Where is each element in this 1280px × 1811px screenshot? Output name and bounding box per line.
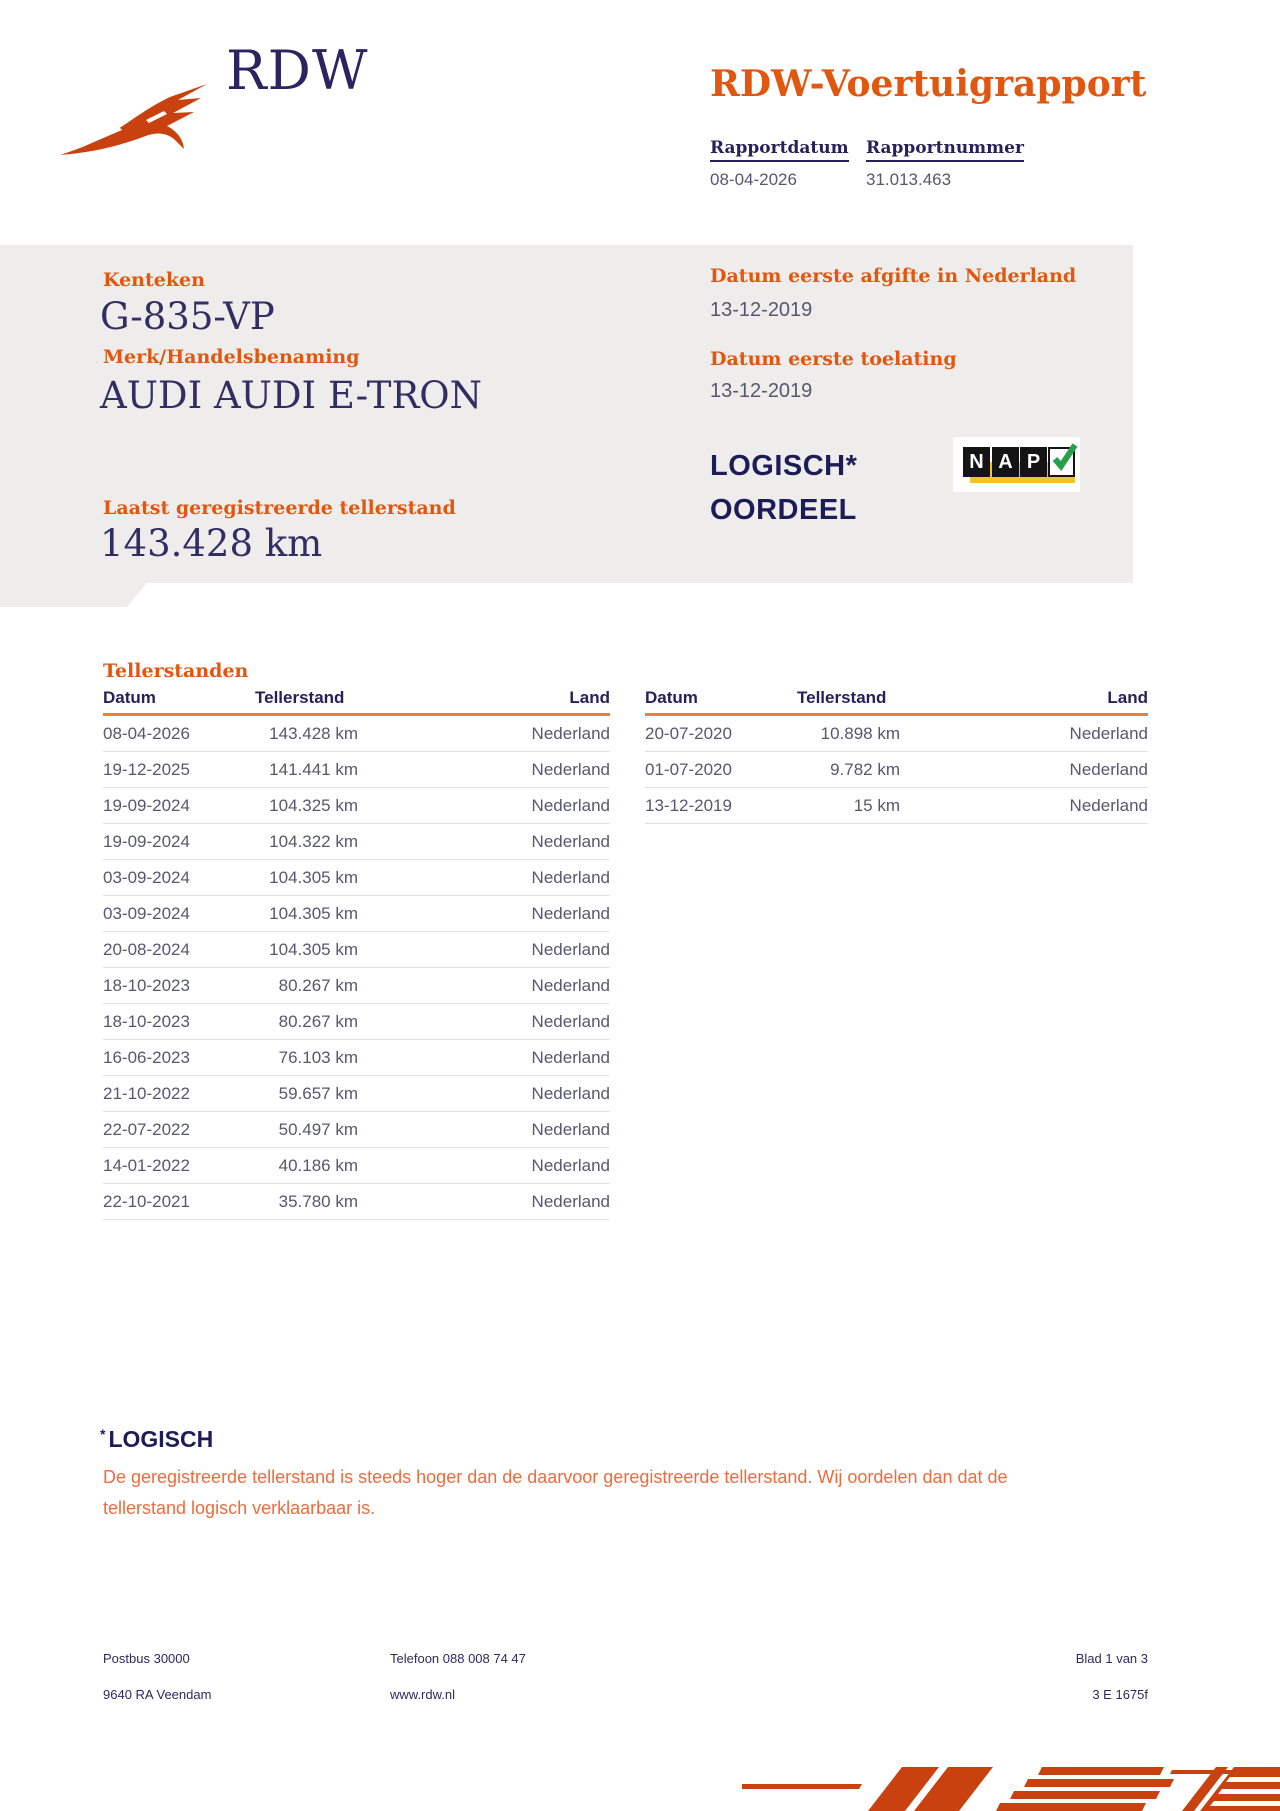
cell-value: 10.898 km: [820, 723, 900, 743]
footer-phone: Telefoon 088 008 74 47: [390, 1651, 526, 1666]
logisch-heading: [100, 1426, 213, 1453]
merk-label: Merk/Handelsbenaming: [103, 346, 360, 368]
table-row: [103, 788, 610, 824]
table-row: [103, 1004, 610, 1040]
table-row: [103, 1148, 610, 1184]
nap-logo: [953, 437, 1080, 492]
cell-value: 76.103 km: [255, 1040, 358, 1076]
oordeel-verdict: [710, 444, 857, 532]
cell-date: 16-06-2023: [103, 1040, 255, 1076]
header-tellerstand: Tellerstand: [255, 688, 358, 715]
cell-date: 08-04-2026: [103, 723, 190, 743]
tellerstanden-section-title: Tellerstanden: [103, 660, 249, 682]
table-row: [103, 1040, 610, 1076]
cell-date: 18-10-2023: [103, 968, 255, 1004]
odometer-table-right: [645, 688, 1148, 824]
report-date-value: 08-04-2026: [710, 170, 797, 189]
logisch-heading-text: LOGISCH: [108, 1426, 214, 1452]
cell-land: Nederland: [900, 752, 1148, 788]
table-row: [103, 968, 610, 1004]
cell-value: 40.186 km: [255, 1148, 358, 1184]
cell-land: Nederland: [358, 1184, 610, 1220]
cell-date: 21-10-2022: [103, 1076, 255, 1112]
kenteken-value: G-835-VP: [100, 295, 275, 338]
toelating-value: 13-12-2019: [710, 380, 813, 402]
cell-date: 20-08-2024: [103, 932, 255, 968]
cell-land: Nederland: [358, 860, 610, 896]
table-row: [103, 1076, 610, 1112]
footer-page-number: Blad 1 van 3: [1075, 1651, 1148, 1666]
cell-land: Nederland: [1069, 723, 1148, 743]
report-number-label: Rapportnummer: [866, 138, 1024, 162]
cell-date: 03-09-2024: [103, 860, 255, 896]
tellerstand-value: 143.428 km: [100, 522, 323, 565]
header-land: Land: [358, 688, 610, 715]
header-land: Land: [900, 688, 1148, 715]
speed-stripes-graphic: [742, 1764, 1280, 1811]
cell-date: 03-09-2024: [103, 896, 255, 932]
table-row: [103, 860, 610, 896]
afgifte-value: 13-12-2019: [710, 299, 813, 321]
cell-date: 19-12-2025: [103, 752, 255, 788]
table-row: [103, 824, 610, 860]
footer-address-line1: Postbus 30000: [103, 1651, 190, 1666]
cell-land: Nederland: [358, 1112, 610, 1148]
tellerstand-label: Laatst geregistreerde tellerstand: [103, 497, 456, 519]
cell-land: Nederland: [900, 788, 1148, 824]
header-tellerstand: Tellerstand: [797, 688, 900, 715]
cell-value: 15 km: [797, 788, 900, 824]
cell-date: 22-07-2022: [103, 1112, 255, 1148]
rdw-feather-icon: [58, 76, 208, 158]
table-row: [103, 896, 610, 932]
merk-value: AUDI AUDI E-TRON: [100, 374, 483, 417]
table-row: [103, 1112, 610, 1148]
cell-land: Nederland: [358, 968, 610, 1004]
table-row: [103, 1184, 610, 1220]
cell-date: 22-10-2021: [103, 1184, 255, 1220]
cell-value: 104.305 km: [255, 932, 358, 968]
table-row: [645, 715, 1148, 752]
cell-value: 80.267 km: [255, 1004, 358, 1040]
cell-value: 104.305 km: [255, 860, 358, 896]
cell-land: Nederland: [531, 723, 610, 743]
report-number-value: 31.013.463: [866, 170, 952, 189]
cell-land: Nederland: [358, 752, 610, 788]
cell-land: Nederland: [358, 788, 610, 824]
logisch-explanation: De geregistreerde tellerstand is steeds hoger dan de daarvoor geregistreerde tellerstand. Wij oordelen dan dat de tellerstand logisch verklaarbaar is.: [103, 1467, 1008, 1518]
asterisk: *: [100, 1426, 106, 1442]
footer-address-line2: 9640 RA Veendam: [103, 1687, 212, 1702]
rdw-logo-text: RDW: [226, 39, 369, 102]
table-row: [103, 752, 610, 788]
nap-letter-p: P: [1020, 447, 1047, 477]
cell-date: 13-12-2019: [645, 788, 797, 824]
cell-value: 104.325 km: [255, 788, 358, 824]
footer-website: www.rdw.nl: [390, 1687, 456, 1702]
cell-land: Nederland: [358, 1004, 610, 1040]
cell-value: 35.780 km: [255, 1184, 358, 1220]
table-row: [103, 932, 610, 968]
cell-date: 19-09-2024: [103, 788, 255, 824]
cell-date: 01-07-2020: [645, 752, 797, 788]
header-datum: Datum: [103, 688, 255, 715]
header-datum: Datum: [645, 688, 797, 715]
cell-date: 18-10-2023: [103, 1004, 255, 1040]
cell-value: 50.497 km: [255, 1112, 358, 1148]
toelating-label: Datum eerste toelating: [710, 348, 957, 370]
table-row: [645, 788, 1148, 824]
report-date-label: Rapportdatum: [710, 138, 849, 162]
table-row: [645, 752, 1148, 788]
afgifte-label: Datum eerste afgifte in Nederland: [710, 265, 1077, 287]
cell-date: 14-01-2022: [103, 1148, 255, 1184]
nap-letter-n: N: [963, 447, 990, 477]
nap-letter-a: A: [992, 447, 1019, 477]
nap-check-icon: [1048, 447, 1075, 477]
table-header-row: [103, 688, 610, 715]
page-title: RDW-Voertuigrapport: [710, 63, 1147, 105]
summary-panel-corner: [0, 583, 147, 607]
cell-land: Nederland: [358, 1040, 610, 1076]
cell-land: Nederland: [358, 932, 610, 968]
cell-value: 9.782 km: [797, 752, 900, 788]
cell-value: 143.428 km: [269, 723, 358, 743]
cell-land: Nederland: [358, 1076, 610, 1112]
cell-value: 59.657 km: [255, 1076, 358, 1112]
odometer-table-left: [103, 688, 610, 1220]
cell-value: 141.441 km: [255, 752, 358, 788]
cell-date: 20-07-2020: [645, 723, 732, 743]
kenteken-label: Kenteken: [103, 269, 205, 291]
cell-date: 19-09-2024: [103, 824, 255, 860]
cell-value: 80.267 km: [255, 968, 358, 1004]
oordeel-line2: OORDEEL: [710, 494, 857, 526]
cell-value: 104.305 km: [255, 896, 358, 932]
footer-form-code: 3 E 1675f: [1092, 1687, 1148, 1702]
cell-land: Nederland: [358, 824, 610, 860]
oordeel-line1: LOGISCH*: [710, 450, 858, 482]
table-header-row: [645, 688, 1148, 715]
cell-land: Nederland: [358, 896, 610, 932]
cell-land: Nederland: [358, 1148, 610, 1184]
table-row: [103, 715, 610, 752]
cell-value: 104.322 km: [255, 824, 358, 860]
